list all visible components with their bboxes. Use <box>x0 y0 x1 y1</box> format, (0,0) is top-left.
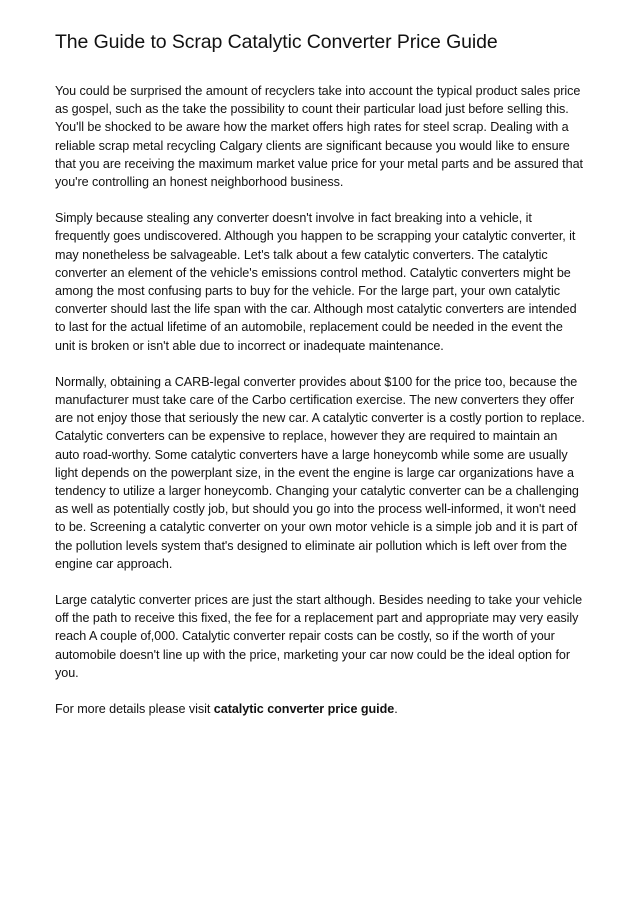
paragraph-3: Normally, obtaining a CARB-legal converter provides about $100 for the price too, because the manufacturer must take care of the Carbo certification exercise. The new converters they offer are not enjoy those that seriously the new car. A catalytic converter is a costly portion to replace. Catalytic converters can be expensive to replace, however they are required to maintain an auto road-worthy. Some catalytic converters have a large honeycomb while some are usually light depends on the powerplant size, in the event the engine is large car organizations have a tendency to utilize a larger honeycomb. Changing your catalytic converter can be a challenging as well as potentially costly job, but should you go into the process well-informed, it won't need to be. Screening a catalytic converter on your own motor vehicle is a simple job and it is part of the pollution levels system that's designed to eliminate air pollution which is left over from the engine car approach. <box>55 374 585 571</box>
document-page <box>55 30 585 736</box>
paragraph-2: Simply because stealing any converter doesn't involve in fact breaking into a vehicle, it frequently goes undiscovered. Although you happen to be scrapping your catalytic converter, it may nonetheless be salvageable. Let's talk about a few catalytic converters. The catalytic converter an element of the vehicle's emissions control method. Catalytic converters might be among the most confusing parts to buy for the vehicle. For the large part, your own catalytic converter should last the life span with the car. Although most catalytic converters are intended to last for the actual lifetime of an automobile, replacement could be needed in the event the unit is broken or isn't able due to incorrect or inadequate maintenance. <box>55 211 577 353</box>
closing-suffix: . <box>394 702 398 717</box>
catalytic-converter-price-guide-link[interactable]: catalytic converter price guide <box>213 702 395 717</box>
closing-prefix: For more details please visit <box>55 702 214 717</box>
closing-paragraph <box>55 700 585 718</box>
paragraph-1: You could be surprised the amount of recyclers take into account the typical product sales price as gospel, such as the take the possibility to count their particular load just before selling this. You'll be shocked to be aware how the market offers high rates for steel scrap. Dealing with a reliable scrap metal recycling Calgary clients are significant because you would like to ensure that you are receiving the maximum market value price for your metal parts and be assured that you're controlling an honest neighborhood business. <box>55 84 583 190</box>
document-title: The Guide to Scrap Catalytic Converter Price Guide <box>55 31 498 53</box>
paragraph-4: Large catalytic converter prices are just the start although. Besides needing to take your vehicle off the path to receive this fixed, the fee for a replacement part and appropriate may very easily reach A couple of,000. Catalytic converter repair costs can be costly, so if the worth of your automobile doesn't line up with the price, marketing your car now could be the ideal option for you. <box>55 593 583 680</box>
